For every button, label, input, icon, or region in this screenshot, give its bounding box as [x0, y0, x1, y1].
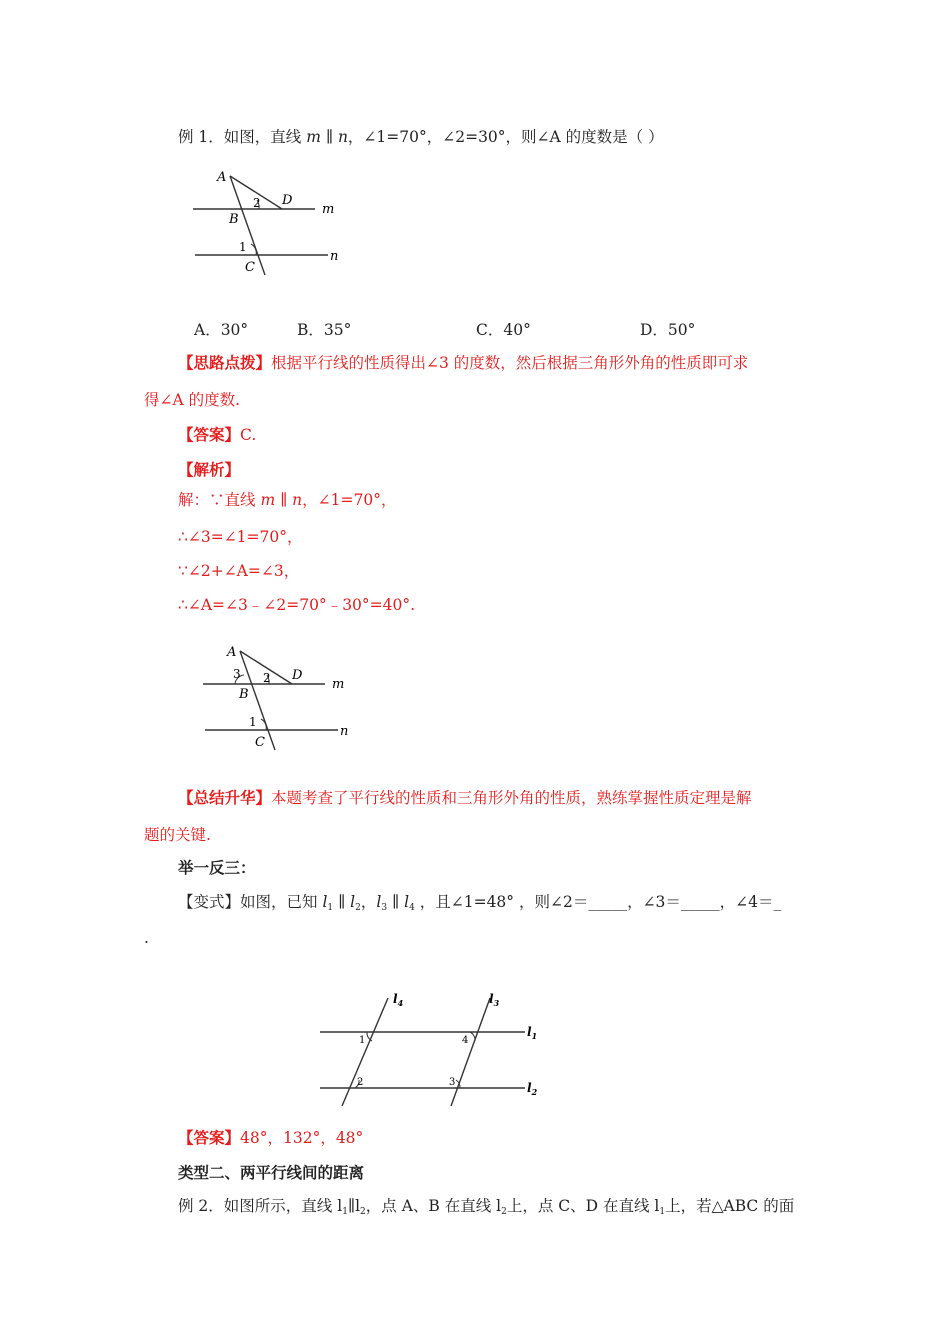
line-n-label: n	[330, 249, 339, 264]
analysis-line-4: ∴∠A=∠3﹣∠2=70°﹣30°=40°.	[178, 596, 416, 614]
practice-heading: 举一反三：	[178, 858, 256, 877]
hint-line-1: 【思路点拨】根据平行线的性质得出∠3 的度数，然后根据三角形外角的性质即可求	[178, 353, 749, 372]
variant-tail: .	[144, 929, 149, 947]
summary-line-1: 【总结升华】本题考查了平行线的性质和三角形外角的性质，熟练掌握性质定理是解	[178, 788, 752, 807]
angle-1-label: 1	[359, 1035, 366, 1046]
hint-tag: 【思路点拨】	[178, 353, 272, 372]
figure-3	[315, 990, 545, 1110]
answer-2: 【答案】48°，132°，48°	[178, 1128, 364, 1147]
label-l2: $l_2$	[527, 1081, 538, 1097]
angle-2-label: 2	[253, 196, 261, 210]
option-a: A．30°	[194, 321, 249, 339]
label-l3: $l_3$	[489, 992, 500, 1008]
point-b-label: B	[229, 212, 239, 227]
point-d-label: D	[282, 193, 293, 208]
analysis-tag: 【解析】	[178, 460, 241, 479]
analysis-line-3: ∵∠2+∠A=∠3，	[178, 562, 300, 580]
angle-2-label: 2	[263, 671, 271, 685]
angle-1-label: 1	[239, 240, 247, 254]
line-m-label: m	[332, 677, 345, 692]
figure-2	[195, 640, 365, 755]
line-n-label: n	[340, 724, 349, 739]
type2-heading: 类型二、两平行线间的距离	[178, 1163, 365, 1182]
option-b: B．35°	[297, 321, 352, 339]
angle-3-label: 3	[233, 667, 241, 681]
example2-question: 例 2．如图所示，直线 $l_1\parallel l_2$，点 A、B 在直线 $l_2$上，点 C、D 在直线 $l_1$上，若△ABC 的面	[178, 1197, 795, 1217]
variant-question: 【变式】如图，已知 $l_1$ ∥ $l_2$，$l_3$ ∥ $l_4$ ，且∠1=48° ，则∠2＝_____，∠3＝_____，∠4＝_	[178, 893, 782, 913]
point-c-label: C	[245, 260, 255, 275]
example1-question: 例 1．如图，直线 m ∥ n，∠1=70°，∠2=30°，则∠A 的度数是（ ）	[178, 128, 664, 146]
point-c-label: C	[255, 735, 265, 750]
figure-1	[185, 165, 355, 280]
angle-3-label: 3	[449, 1077, 456, 1088]
point-d-label: D	[292, 668, 303, 683]
summary-tag: 【总结升华】	[178, 788, 272, 807]
point-a-label: A	[227, 645, 237, 660]
analysis-line-2: ∴∠3=∠1=70°，	[178, 528, 303, 546]
angle-1-label: 1	[249, 715, 257, 729]
label-l4: $l_4$	[393, 992, 404, 1008]
line-m-label: m	[322, 202, 335, 217]
summary-line-2: 题的关键.	[144, 826, 211, 844]
label-l1: $l_1$	[527, 1025, 538, 1041]
hint-line-2: 得∠A 的度数.	[144, 391, 241, 409]
analysis-line-1: 解：∵直线 m ∥ n，∠1=70°，	[178, 491, 397, 509]
point-b-label: B	[239, 687, 249, 702]
option-d: D．50°	[640, 321, 696, 339]
option-c: C．40°	[476, 321, 531, 339]
angle-4-label: 4	[462, 1035, 469, 1046]
angle-2-label: 2	[357, 1077, 364, 1088]
point-a-label: A	[217, 170, 227, 185]
answer-1: 【答案】C.	[178, 425, 257, 444]
